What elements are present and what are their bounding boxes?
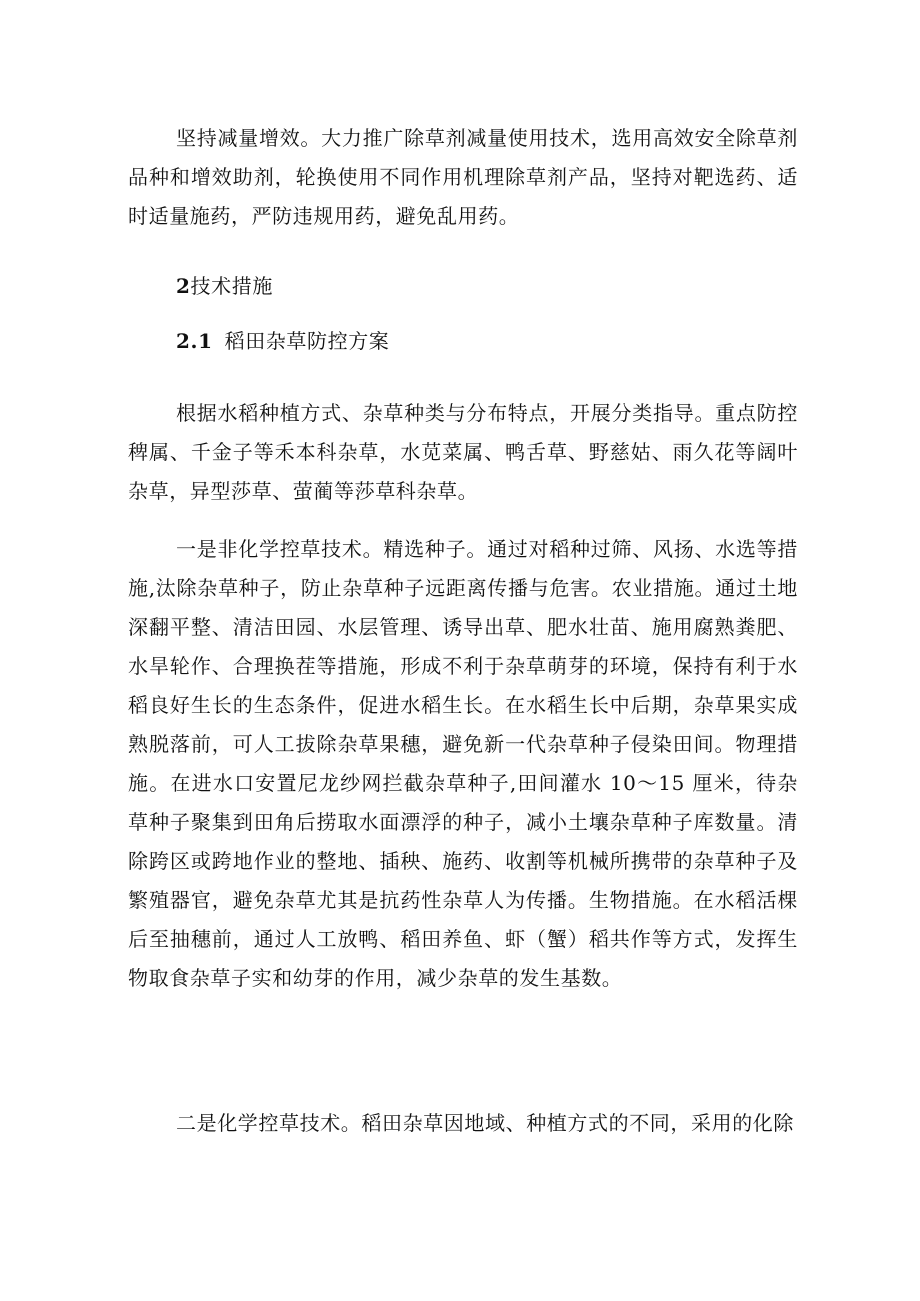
section-number: 2 bbox=[176, 274, 191, 298]
section-title: 技术措施 bbox=[190, 274, 273, 298]
section-heading-2-1 bbox=[176, 326, 389, 356]
subsection-title: 稻田杂草防控方案 bbox=[224, 329, 390, 353]
paragraph-chemical-control: 二是化学控草技术。稻田杂草因地域、种植方式的不同，采用的化除 bbox=[176, 1111, 794, 1135]
paragraph-reduce-herbicide: 坚持减量增效。大力推广除草剂减量使用技术，选用高效安全除草剂品种和增效助剂，轮换使用不同作用机理除草剂产品，坚持对靶选药、适时适量施药，严防违规用药，避免乱用药。 bbox=[128, 126, 798, 228]
section-heading-2 bbox=[176, 271, 273, 301]
paragraph-classification-guidance: 根据水稻种植方式、杂草种类与分布特点，开展分类指导。重点防控稗属、千金子等禾本科杂草，水苋菜属、鸭舌草、野慈姑、雨久花等阔叶杂草，异型莎草、萤蔺等莎草科杂草。 bbox=[128, 401, 798, 503]
paragraph-non-chemical-control: 一是非化学控草技术。精选种子。通过对稻种过筛、风扬、水选等措施,汰除杂草种子，防止杂草种子远距离传播与危害。农业措施。通过土地深翻平整、清洁田园、水层管理、诱导出草、肥水壮苗、施用腐熟粪肥、水旱轮作、合理换茬等措施，形成不利于杂草萌芽的环境，保持有利于水稻良好生长的生态条件，促进水稻生长。在水稻生长中后期，杂草果实成熟脱落前，可人工拔除杂草果穗，避免新一代杂草种子侵染田间。物理措施。在进水口安置尼龙纱网拦截杂草种子,田间灌水 10～15 厘米，待杂草种子聚集到田角后捞取水面漂浮的种子，减小土壤杂草种子库数量。清除跨区或跨地作业的整地、插秧、施药、收割等机械所携带的杂草种子及繁殖器官，避免杂草尤其是抗药性杂草人为传播。生物措施。在水稻活棵后至抽穗前，通过人工放鸭、稻田养鱼、虾（蟹）稻共作等方式，发挥生物取食杂草子实和幼芽的作用，减少杂草的发生基数。 bbox=[128, 537, 798, 990]
subsection-number: 2.1 bbox=[176, 329, 213, 353]
